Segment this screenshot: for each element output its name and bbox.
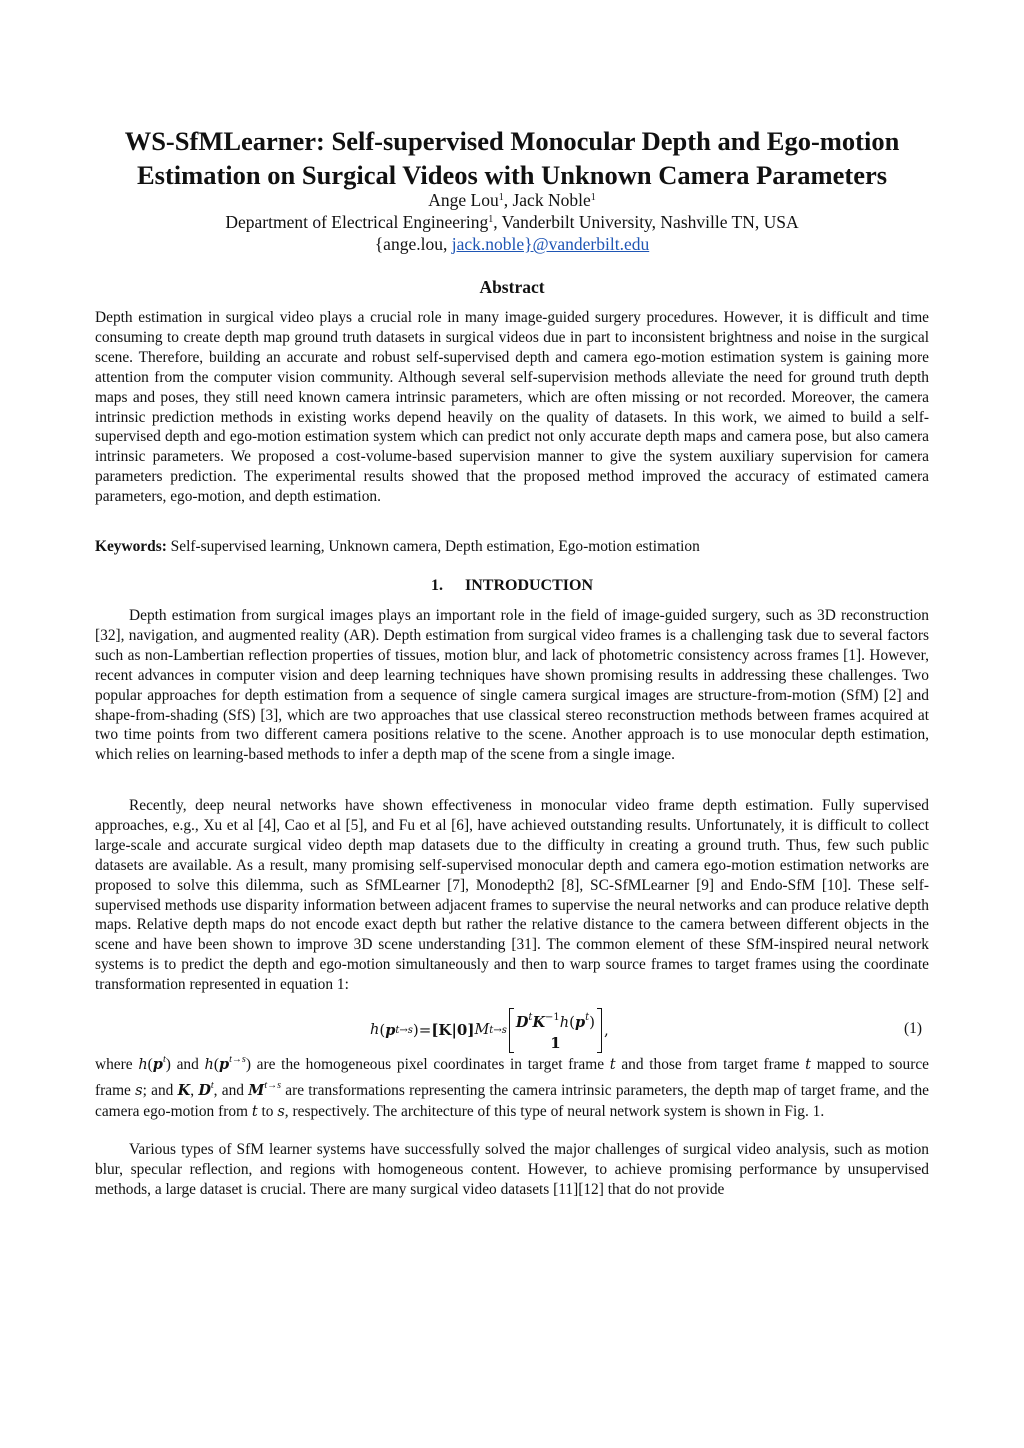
equation-1: h ( p t→s ) = [K|0] M t→s $D^tK^{-1}h(p^t)$ 1 , — [370, 1008, 609, 1052]
affiliation-mark: 1 — [590, 192, 596, 203]
email-line: {ange.lou, jack.noble}@vanderbilt.edu — [374, 234, 650, 254]
keywords-label: Keywords: — [95, 538, 167, 555]
intro-paragraph-4: Various types of SfM learner systems have successfully solved the major challenges of surgical video analysis, such as motion blur, specular reflection, and regions with homogeneous content. However, to achieve promising performance by unsupervised methods, a large dataset is crucial. There are many surgical video datasets [11][12] that do not provide — [95, 1141, 929, 1198]
abstract-heading: Abstract — [479, 277, 545, 297]
email-link[interactable]: jack.noble}@vanderbilt.edu — [451, 234, 650, 254]
intro-paragraph-2: Recently, deep neural networks have shown effectiveness in monocular video frame depth estimation. Fully supervised approaches, e.g., Xu et al [4], Cao et al [5], and Fu et al [6], have achieved outstanding results. Unfortunately, it is difficult to collect large-scale and accurate surgical video depth map datasets due to the difficulty in creating a ground truth. Thus, few such public datasets are available. As a result, many promising self-supervised monocular depth and camera ego-motion estimation networks are proposed to solve this dilemma, such as SfMLearner [7], Monodepth2 [8], SC-SfMLearner [9] and Endo-SfM [10]. These self-supervised methods use disparity information between adjacent frames to supervise the neural networks and can produce relative depth maps. Relative depth maps do not encode exact depth but rather the relative distance to the camera between different objects in the scene and have been shown to improve 3D scene understanding [31]. The common element of these SfM-inspired neural network systems is to predict the depth and ego-motion simultaneously and then to warp source frames to target frames using the coordinate transformation represented in equation 1: — [95, 797, 929, 994]
intro-paragraph-1: Depth estimation from surgical images plays an important role in the field of image-guided surgery, such as 3D reconstruction [32], navigation, and augmented reality (AR). Depth estimation from surgical video frames is a challenging task due to several factors such as non-Lambertian reflection properties of tissues, motion blur, and lack of photometric consistency across frames [1]. However, recent advances in computer vision and deep learning techniques have shown promising results in addressing these challenges. Two popular approaches for depth estimation from a sequence of single camera surgical images are structure-from-motion (SfM) [2] and shape-from-shading (SfS) [3], which are two approaches that use classical stereo reconstruction methods between frames acquired at two time points from two different camera positions relative to the scene. Another approach is to use monocular depth estimation, which relies on learning-based methods to infer a depth map of the scene from a single image. — [95, 607, 929, 764]
author-name: Jack Noble — [512, 190, 591, 210]
title-line-2: Estimation on Surgical Videos with Unknown Camera Parameters — [136, 160, 888, 190]
affiliation: Department of Electrical Engineering$^1$, Vanderbilt University, Nashville TN, USA — [225, 212, 799, 232]
section-number: 1. — [430, 577, 443, 594]
author-name: Ange Lou — [428, 190, 499, 210]
author-list: Ange Lou$^1$, Jack Noble$^1$ — [428, 190, 596, 210]
equation-number: (1) — [904, 1020, 922, 1037]
title-line-1: WS-SfMLearner: Self-supervised Monocular Depth and Ego-motion — [124, 126, 900, 156]
section-heading — [60, 576, 964, 596]
equation-matrix: $D^tK^{-1}h(p^t)$ 1 — [509, 1008, 602, 1053]
abstract-text: Depth estimation in surgical video plays a crucial role in many image-guided surgery procedures. However, it is difficult and time consuming to create depth map ground truth datasets in surgical videos due in part to inconsistent brightness and noise in the surgical scene. Therefore, building an accurate and robust self-supervised depth and camera ego-motion estimation system is gaining more attention from the computer vision community. Although several self-supervision methods alleviate the need for ground truth depth maps and poses, they still need known camera intrinsic parameters, which are often missing or not recorded. Moreover, the camera intrinsic prediction methods in existing works depend heavily on the quality of datasets. In this work, we aimed to build a self-supervised depth and ego-motion estimation system which can predict not only accurate depth maps and camera pose, but also camera intrinsic parameters. We proposed a cost-volume-based supervision manner to give the system auxiliary supervision for camera parameters prediction. The experimental results showed that the proposed method improved the accuracy of estimated camera parameters, ego-motion, and depth estimation. — [95, 309, 929, 506]
intro-paragraph-3: where $h(p^t)$ and $h(p^{t\to s})$ are the homogeneous pixel coordinates in target frame t and those from target frame t mapped to source frame s; and K, $D^t$, and $M^{t\to s}$ are transformations representing the camera intrinsic parameters, the depth map of target frame, and the camera ego-motion from t to s, respectively. The architecture of this type of neural network system is shown in Fig. 1. — [95, 1054, 930, 1120]
paper-title — [60, 124, 964, 192]
keywords — [95, 537, 929, 557]
keywords-text: Self-supervised learning, Unknown camera, Depth estimation, Ego-motion estimation — [166, 538, 700, 555]
section-title: INTRODUCTION — [464, 577, 593, 594]
affiliation-mark: 1 — [498, 192, 504, 203]
